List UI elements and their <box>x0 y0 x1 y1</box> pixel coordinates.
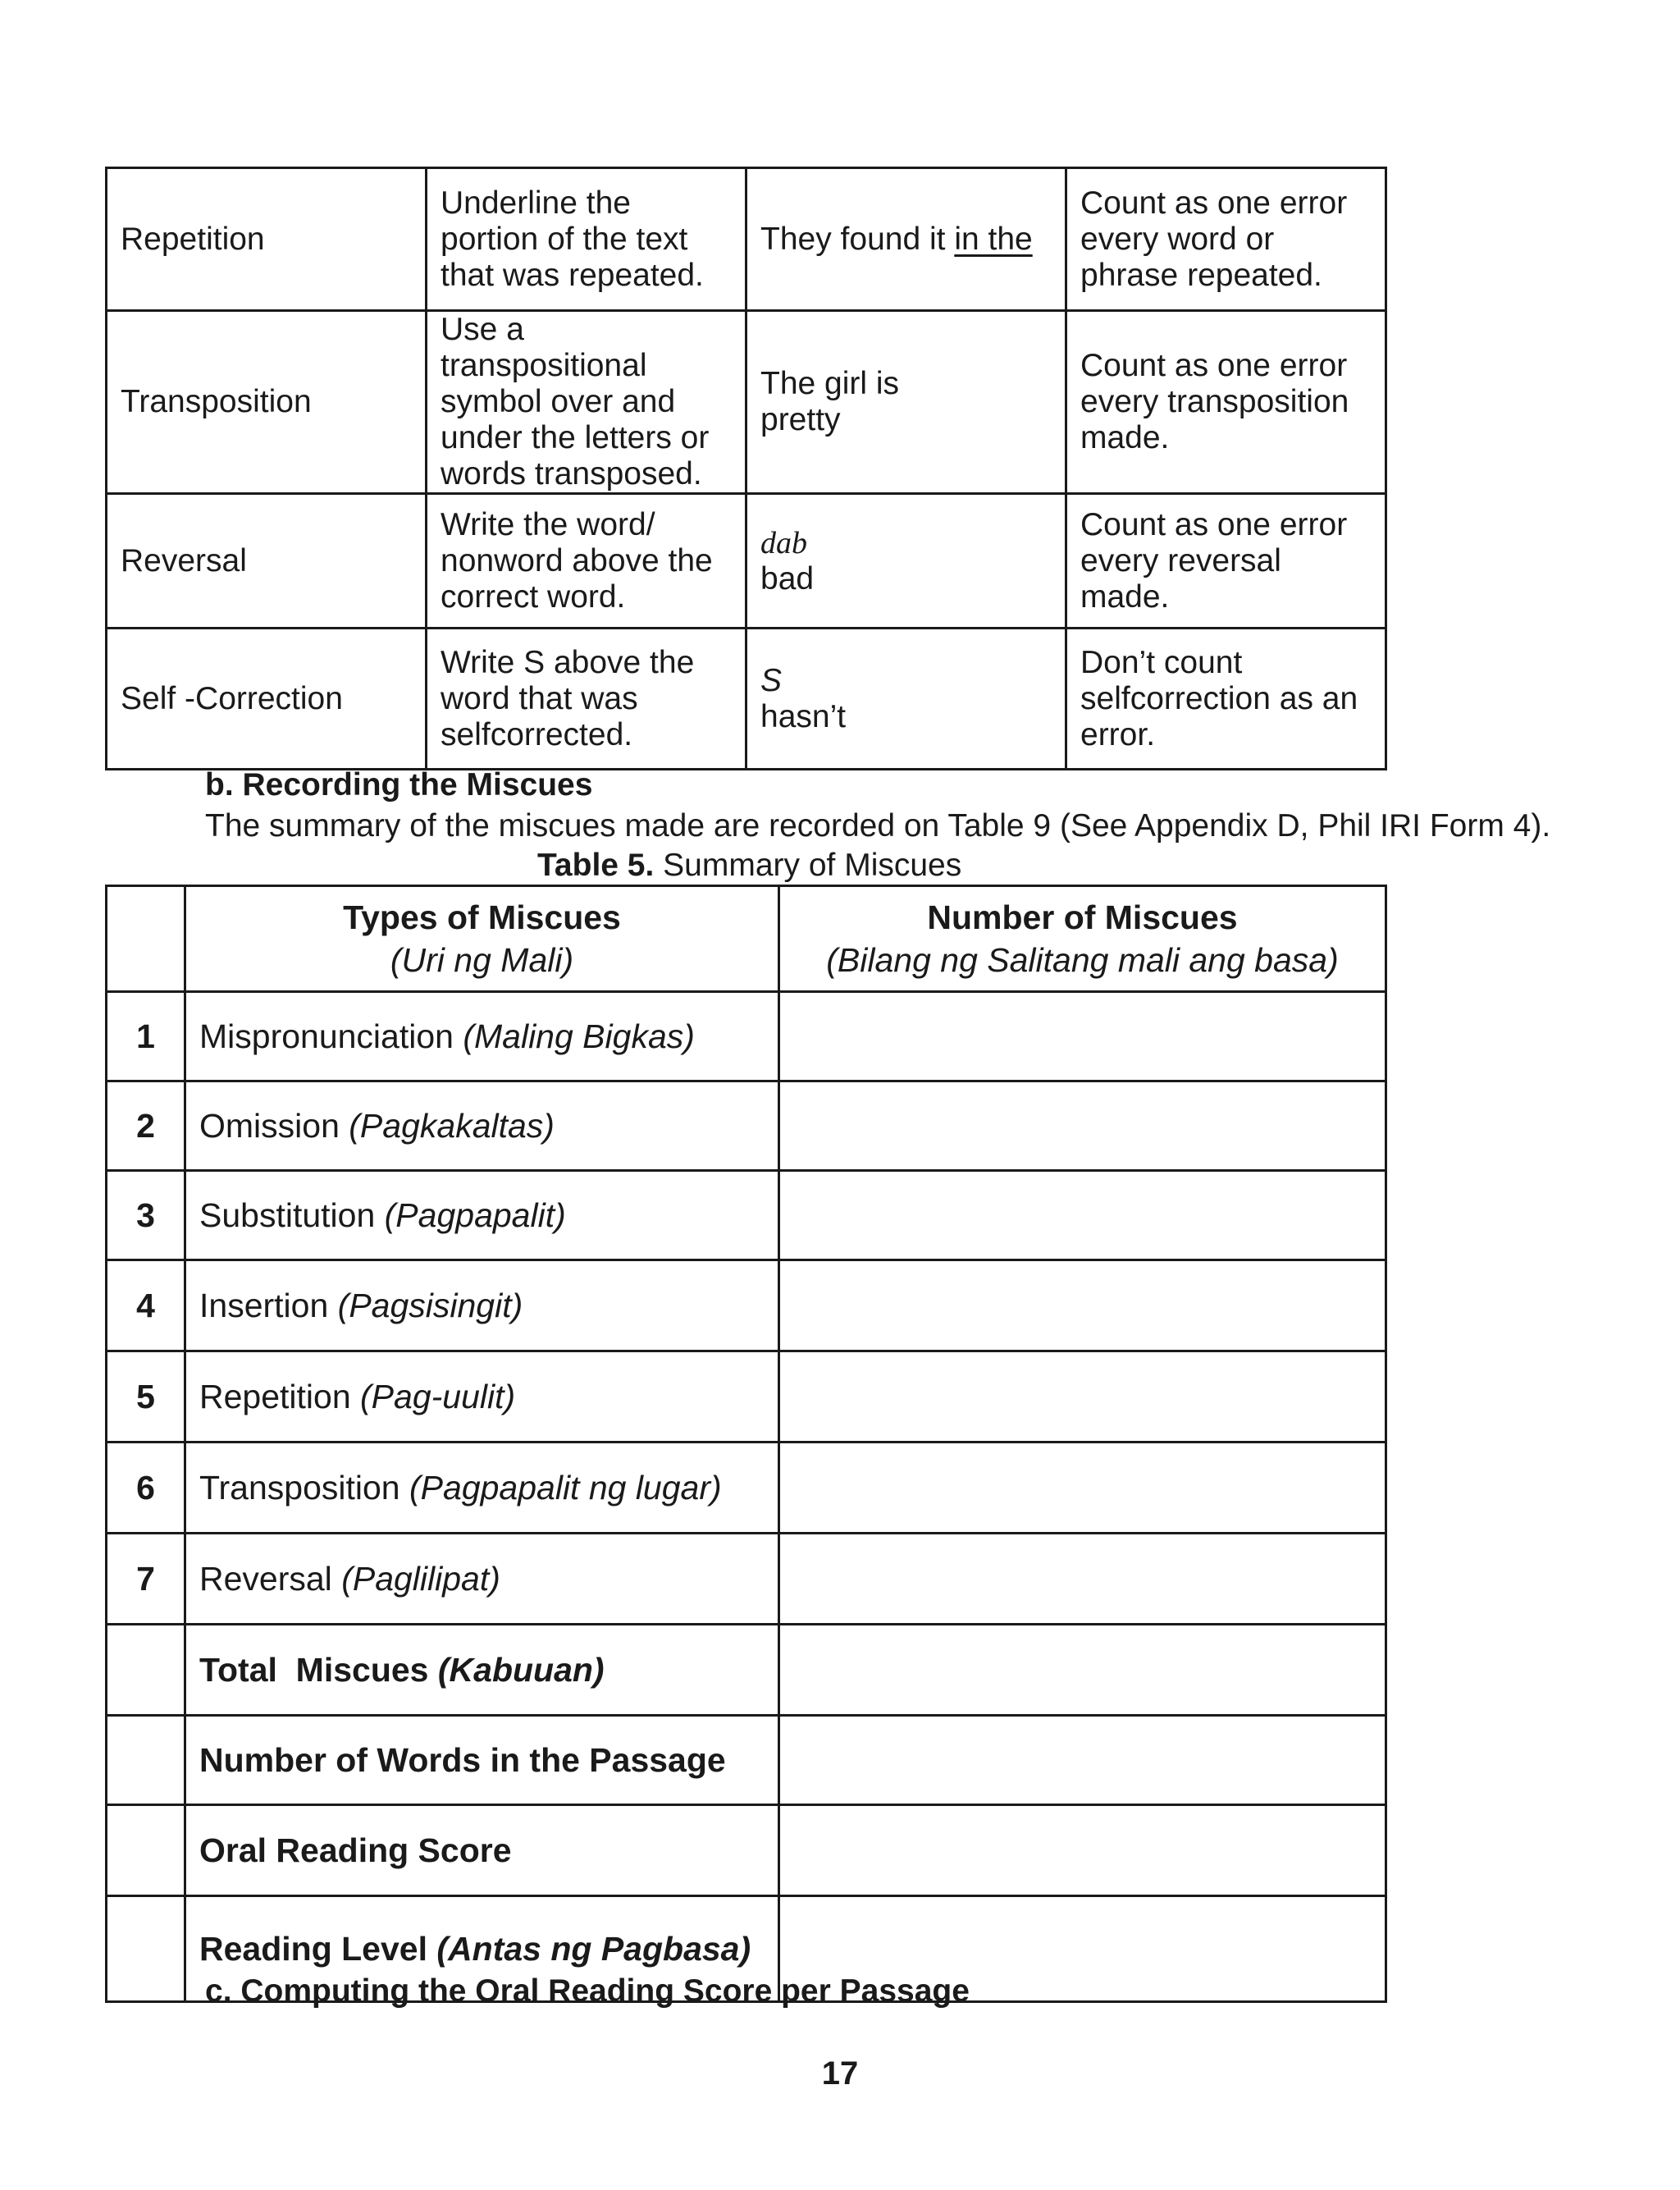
table-row <box>107 168 1386 311</box>
example-cell <box>746 168 1066 311</box>
miscue-count-field[interactable] <box>779 992 1386 1081</box>
section-heading: b. Recording the Miscues <box>205 767 593 802</box>
summary-label: Reading Level <box>199 1930 427 1968</box>
reversal-mark: dab <box>760 525 807 560</box>
table-caption-title: Summary of Miscues <box>654 848 962 883</box>
summary-translation: (Kabuuan) <box>437 1650 605 1689</box>
scoring-rule: Count as one error every word or phrase repeated. <box>1066 168 1386 311</box>
miscue-translation: (Paglilipat) <box>341 1559 500 1598</box>
miscue-translation: (Pagkakaltas) <box>349 1106 555 1145</box>
header-types <box>185 886 779 992</box>
miscue-count-field[interactable] <box>779 1442 1386 1534</box>
miscue-count-field[interactable] <box>779 1351 1386 1442</box>
miscue-label: Omission <box>199 1106 340 1145</box>
miscue-type: Repetition <box>107 168 427 311</box>
row-number: 2 <box>107 1081 185 1171</box>
miscue-translation: (Pagpapalit) <box>384 1196 566 1234</box>
table-caption-label: Table 5. <box>537 848 655 883</box>
page-number: 17 <box>821 2055 859 2092</box>
miscue-translation: (Maling Bigkas) <box>463 1017 695 1055</box>
table-row <box>107 1442 1386 1534</box>
table-row <box>107 1351 1386 1442</box>
section-heading: c. Computing the Oral Reading Score per Passage <box>205 1973 970 2009</box>
row-number: 5 <box>107 1351 185 1442</box>
underlined-example: in the <box>954 221 1033 257</box>
miscue-marking-table <box>105 167 1387 770</box>
miscue-type-cell <box>185 1260 779 1351</box>
miscue-type: Self -Correction <box>107 629 427 770</box>
total-miscues-field[interactable] <box>779 1625 1386 1716</box>
summary-label-cell <box>185 1716 779 1805</box>
scoring-rule: Count as one error every reversal made. <box>1066 494 1386 629</box>
marking-instruction: Write the word/ nonword above the correct word. <box>427 494 746 629</box>
miscue-type-cell <box>185 1081 779 1171</box>
example-word: bad <box>760 560 815 597</box>
miscue-count-field[interactable] <box>779 1534 1386 1625</box>
miscue-label: Reversal <box>199 1559 332 1598</box>
miscue-count-field[interactable] <box>779 1171 1386 1260</box>
miscue-type-cell <box>185 992 779 1081</box>
row-number: 4 <box>107 1260 185 1351</box>
header-number-cell <box>107 886 185 992</box>
marking-instruction: Underline the portion of the text that was repeated. <box>427 168 746 311</box>
section-paragraph: The summary of the miscues made are recorded on Table 9 (See Appendix D, Phil IRI Form 4). <box>205 808 1551 844</box>
scoring-rule: Don’t count selfcorrection as an error. <box>1066 629 1386 770</box>
self-correction-mark: S <box>760 662 783 698</box>
table-row <box>107 494 1386 629</box>
word-count-field[interactable] <box>779 1716 1386 1805</box>
miscue-translation: (Pagpapalit ng lugar) <box>409 1468 722 1506</box>
table-row <box>107 1260 1386 1351</box>
header-title: Number of Miscues <box>927 898 1238 936</box>
miscue-label: Repetition <box>199 1377 351 1415</box>
row-number <box>107 1716 185 1805</box>
miscue-label: Substitution <box>199 1196 376 1234</box>
summary-label: Total Miscues <box>199 1650 429 1689</box>
example-text: They found it <box>760 221 955 257</box>
oral-reading-score-field[interactable] <box>779 1805 1386 1896</box>
example-cell <box>746 629 1066 770</box>
row-number <box>107 1805 185 1896</box>
table-row <box>107 1081 1386 1171</box>
row-number: 1 <box>107 992 185 1081</box>
summary-label-cell <box>185 1625 779 1716</box>
miscue-label: Mispronunciation <box>199 1017 454 1055</box>
example-line: The girl is <box>760 366 900 401</box>
miscue-label: Insertion <box>199 1286 329 1324</box>
header-title: Types of Miscues <box>343 898 621 936</box>
miscue-translation: (Pag-uulit) <box>360 1377 516 1415</box>
example-word: hasn’t <box>760 698 847 734</box>
summary-translation: (Antas ng Pagbasa) <box>436 1930 751 1968</box>
header-count <box>779 886 1386 992</box>
miscue-type-cell <box>185 1351 779 1442</box>
summary-label: Number of Words in the Passage <box>199 1740 726 1779</box>
row-number: 3 <box>107 1171 185 1260</box>
example-cell <box>746 311 1066 494</box>
miscue-type-cell <box>185 1442 779 1534</box>
summary-label: Oral Reading Score <box>199 1831 512 1869</box>
table-row <box>107 992 1386 1081</box>
example-line: pretty <box>760 402 841 437</box>
row-number <box>107 1896 185 2002</box>
table-row <box>107 1171 1386 1260</box>
miscue-type-cell <box>185 1171 779 1260</box>
header-subtitle: (Bilang ng Salitang mali ang basa) <box>826 941 1339 979</box>
marking-instruction: Write S above the word that was selfcorrected. <box>427 629 746 770</box>
table-row <box>107 311 1386 494</box>
table-row <box>107 1534 1386 1625</box>
table-header-row <box>107 886 1386 992</box>
marking-instruction: Use a transpositional symbol over and under the letters or words transposed. <box>427 311 746 494</box>
row-number: 7 <box>107 1534 185 1625</box>
summary-of-miscues-table <box>105 885 1387 2003</box>
total-row <box>107 1625 1386 1716</box>
scoring-rule: Count as one error every transposition made. <box>1066 311 1386 494</box>
miscue-type: Transposition <box>107 311 427 494</box>
summary-label-cell <box>185 1805 779 1896</box>
miscue-type-cell <box>185 1534 779 1625</box>
miscue-count-field[interactable] <box>779 1260 1386 1351</box>
row-number <box>107 1625 185 1716</box>
header-subtitle: (Uri ng Mali) <box>390 941 574 979</box>
row-number: 6 <box>107 1442 185 1534</box>
miscue-count-field[interactable] <box>779 1081 1386 1171</box>
table-row <box>107 629 1386 770</box>
score-row <box>107 1805 1386 1896</box>
miscue-type: Reversal <box>107 494 427 629</box>
words-row <box>107 1716 1386 1805</box>
miscue-label: Transposition <box>199 1468 400 1506</box>
miscue-translation: (Pagsisingit) <box>337 1286 523 1324</box>
example-cell <box>746 494 1066 629</box>
